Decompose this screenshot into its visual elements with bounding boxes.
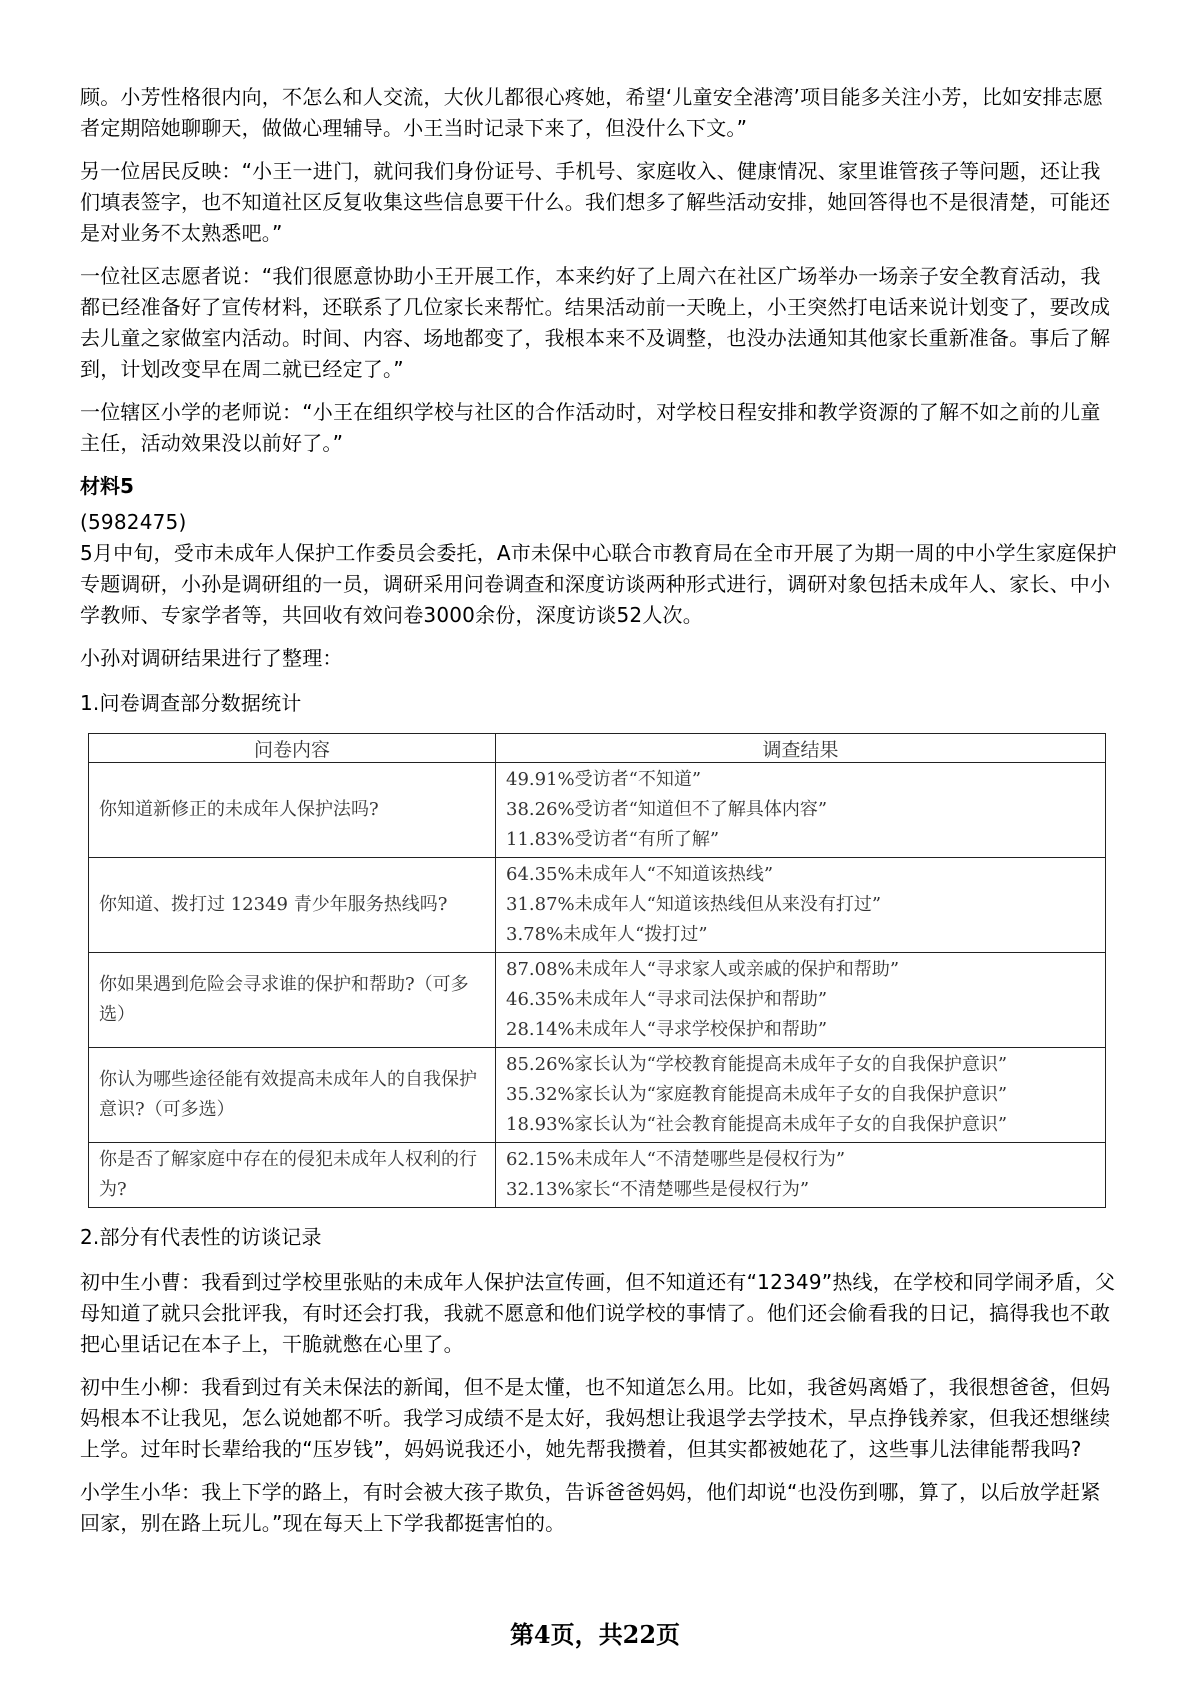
- result-line: 62.15%未成年人“不清楚哪些是侵权行为”: [506, 1149, 846, 1170]
- result-cell: [496, 1048, 1106, 1143]
- result-line: 46.35%未成年人“寻求司法保护和帮助”: [506, 989, 828, 1010]
- table-row: [89, 953, 1106, 1048]
- page-number-footer: 第4页，共22页: [509, 1620, 681, 1649]
- result-line: 38.26%受访者“知道但不了解具体内容”: [506, 799, 828, 820]
- result-cell: [496, 953, 1106, 1048]
- document-page: [80, 82, 1120, 1551]
- section-heading-interviews: 2.部分有代表性的访谈记录: [80, 1225, 322, 1249]
- result-line: 3.78%未成年人“拨打过”: [506, 924, 708, 945]
- paragraph: 另一位居民反映：“小王一进门，就问我们身份证号、手机号、家庭收入、健康情况、家里谁管孩子等问题，还让我们填表签字，也不知道社区反复收集这些信息要干什么。我们想多了解些活动安排，她回答得也不是很清楚，可能还是对业务不太熟悉吧。”: [80, 159, 1111, 245]
- result-cell: [496, 858, 1106, 953]
- material-intro: 5月中旬，受市未成年人保护工作委员会委托，A市未保中心联合市教育局在全市开展了为期一周的中小学生家庭保护专题调研，小孙是调研组的一员，调研采用问卷调查和深度访谈两种形式进行，调研对象包括未成年人、家长、中小学教师、专家学者等，共回收有效问卷3000余份，深度访谈52人次。: [80, 541, 1117, 627]
- question-cell: 你知道、拨打过 12349 青少年服务热线吗?: [89, 858, 496, 953]
- paragraph: 顾。小芳性格很内向，不怎么和人交流，大伙儿都很心疼她，希望‘儿童安全港湾’项目能多关注小芳，比如安排志愿者定期陪她聊聊天，做做心理辅导。小王当时记录下来了，但没什么下文。”: [80, 85, 1104, 140]
- table-header-row: [89, 734, 1106, 763]
- result-line: 18.93%家长认为“社会教育能提高未成年子女的自我保护意识”: [506, 1114, 1008, 1135]
- question-cell: 你如果遇到危险会寻求谁的保护和帮助?（可多选）: [89, 953, 496, 1048]
- result-line: 32.13%家长“不清楚哪些是侵权行为”: [506, 1179, 810, 1200]
- survey-table: [88, 733, 1106, 1208]
- result-cell: [496, 763, 1106, 858]
- summary-line: 小孙对调研结果进行了整理：: [80, 646, 343, 670]
- result-line: 87.08%未成年人“寻求家人或亲戚的保护和帮助”: [506, 959, 900, 980]
- result-line: 49.91%受访者“不知道”: [506, 769, 702, 790]
- interview-paragraph: 初中生小曹：我看到过学校里张贴的未成年人保护法宣传画，但不知道还有“12349”热线，在学校和同学闹矛盾，父母知道了就只会批评我，有时还会打我，我就不愿意和他们说学校的事情了。他们还会偷看我的日记，搞得我也不敢把心里话记在本子上，干脆就憋在心里了。: [80, 1270, 1116, 1356]
- paragraph: 一位社区志愿者说：“我们很愿意协助小王开展工作，本来约好了上周六在社区广场举办一场亲子安全教育活动，我都已经准备好了宣传材料，还联系了几位家长来帮忙。结果活动前一天晚上，小王突然打电话来说计划变了，要改成去儿童之家做室内活动。时间、内容、场地都变了，我根本来不及调整，也没办法通知其他家长重新准备。事后了解到，计划改变早在周二就已经定了。”: [80, 264, 1111, 381]
- result-line: 11.83%受访者“有所了解”: [506, 829, 720, 850]
- question-cell: 你是否了解家庭中存在的侵犯未成年人权利的行为?: [89, 1143, 496, 1208]
- question-cell: 你认为哪些途径能有效提高未成年人的自我保护意识?（可多选）: [89, 1048, 496, 1143]
- result-line: 64.35%未成年人“不知道该热线”: [506, 864, 774, 885]
- result-line: 35.32%家长认为“家庭教育能提高未成年子女的自我保护意识”: [506, 1084, 1008, 1105]
- table-row: [89, 858, 1106, 953]
- column-header: 调查结果: [496, 734, 1106, 763]
- table-row: [89, 1048, 1106, 1143]
- material-code: (5982475): [80, 510, 187, 534]
- column-header: 问卷内容: [89, 734, 496, 763]
- interview-paragraph: 初中生小柳：我看到过有关未保法的新闻，但不是太懂，也不知道怎么用。比如，我爸妈离婚了，我很想爸爸，但妈妈根本不让我见，怎么说她都不听。我学习成绩不是太好，我妈想让我退学去学技术，早点挣钱养家，但我还想继续上学。过年时长辈给我的“压岁钱”，妈妈说我还小，她先帮我攒着，但其实都被她花了，这些事儿法律能帮我吗?: [80, 1375, 1111, 1461]
- result-line: 28.14%未成年人“寻求学校保护和帮助”: [506, 1019, 828, 1040]
- material-heading: 材料5: [80, 474, 134, 498]
- section-heading-survey: 1.问卷调查部分数据统计: [80, 691, 302, 715]
- question-cell: 你知道新修正的未成年人保护法吗?: [89, 763, 496, 858]
- result-line: 31.87%未成年人“知道该热线但从来没有打过”: [506, 894, 882, 915]
- result-cell: [496, 1143, 1106, 1208]
- paragraph: 一位辖区小学的老师说：“小王在组织学校与社区的合作活动时，对学校日程安排和教学资源的了解不如之前的儿童主任，活动效果没以前好了。”: [80, 400, 1101, 455]
- table-row: [89, 763, 1106, 858]
- table-row: [89, 1143, 1106, 1208]
- interview-paragraph: 小学生小华：我上下学的路上，有时会被大孩子欺负，告诉爸爸妈妈，他们却说“也没伤到哪，算了，以后放学赶紧回家，别在路上玩儿。”现在每天上下学我都挺害怕的。: [80, 1480, 1101, 1535]
- result-line: 85.26%家长认为“学校教育能提高未成年子女的自我保护意识”: [506, 1054, 1008, 1075]
